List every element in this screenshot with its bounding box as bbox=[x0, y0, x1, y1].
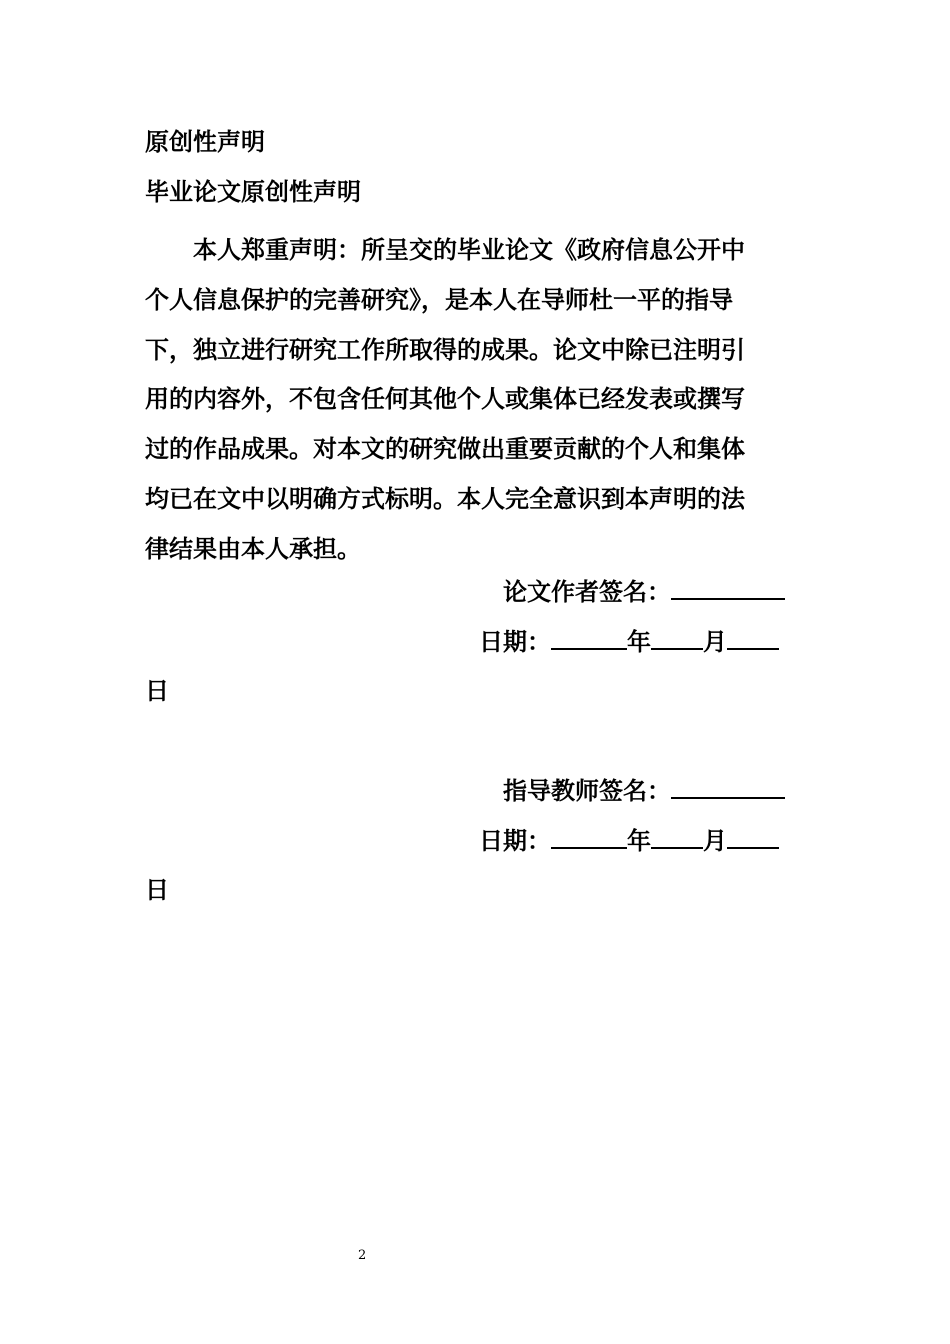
author-date-row bbox=[479, 626, 779, 657]
year-label: 年 bbox=[627, 827, 651, 855]
page-heading: 原创性声明 bbox=[145, 128, 265, 156]
date-label: 日期： bbox=[479, 628, 551, 656]
advisor-signature-label: 指导教师签名： bbox=[503, 777, 671, 805]
advisor-date-row bbox=[479, 825, 779, 856]
advisor-signature-blank[interactable] bbox=[671, 775, 785, 799]
author-day-label: 日 bbox=[145, 677, 169, 705]
month-label: 月 bbox=[703, 628, 727, 656]
declaration-body bbox=[145, 226, 810, 575]
month-blank[interactable] bbox=[651, 626, 703, 650]
body-line-4: 用的内容外，不包含任何其他个人或集体已经发表或撰写 bbox=[145, 385, 745, 414]
advisor-day-label: 日 bbox=[145, 876, 169, 904]
body-line-1: 本人郑重声明：所呈交的毕业论文《政府信息公开中 bbox=[193, 236, 745, 264]
month-blank[interactable] bbox=[651, 825, 703, 849]
body-line-7: 律结果由本人承担。 bbox=[145, 534, 361, 563]
day-blank[interactable] bbox=[727, 825, 779, 849]
body-line-5: 过的作品成果。对本文的研究做出重要贡献的个人和集体 bbox=[145, 435, 745, 464]
body-line-6: 均已在文中以明确方式标明。本人完全意识到本声明的法 bbox=[145, 484, 745, 513]
day-blank[interactable] bbox=[727, 626, 779, 650]
year-blank[interactable] bbox=[551, 626, 627, 650]
date-label: 日期： bbox=[479, 827, 551, 855]
advisor-signature-row bbox=[503, 775, 785, 806]
page-number: 2 bbox=[358, 1248, 367, 1263]
year-blank[interactable] bbox=[551, 825, 627, 849]
declaration-title: 毕业论文原创性声明 bbox=[145, 178, 361, 206]
body-line-2: 个人信息保护的完善研究》，是本人在导师杜一平的指导 bbox=[145, 285, 733, 314]
month-label: 月 bbox=[703, 827, 727, 855]
body-line-3: 下，独立进行研究工作所取得的成果。论文中除已注明引 bbox=[145, 335, 745, 364]
author-signature-row bbox=[503, 576, 785, 607]
author-signature-label: 论文作者签名： bbox=[503, 578, 671, 606]
year-label: 年 bbox=[627, 628, 651, 656]
author-signature-blank[interactable] bbox=[671, 576, 785, 600]
